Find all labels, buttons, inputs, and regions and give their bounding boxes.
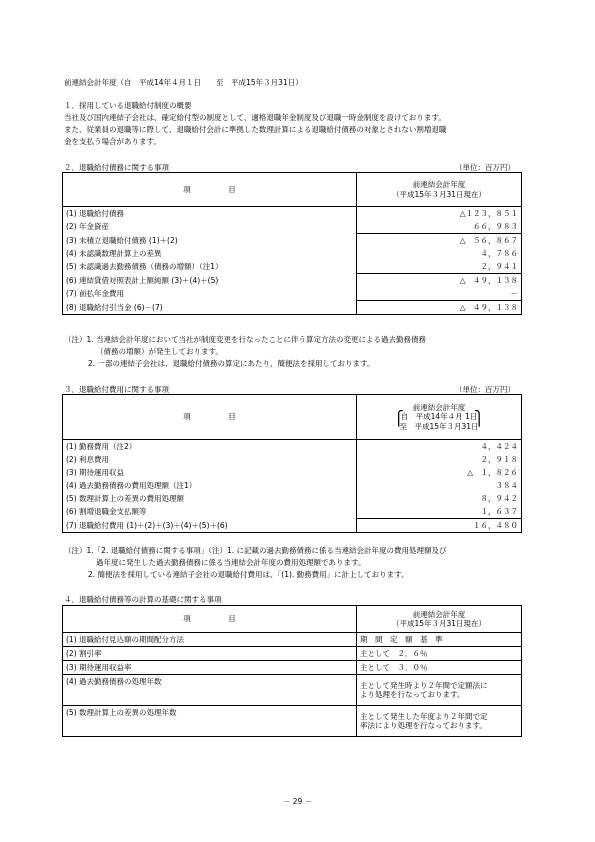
col-header-period-title: 前連結会計年度: [412, 180, 466, 190]
row-label: (1) 退職給付見込額の期間配分方法: [63, 633, 357, 647]
row-label: (6) 連結貸借対照表計上額純額 (3)＋(4)＋(5): [63, 274, 357, 288]
row-label: (5) 未認識過去勤務債務（債務の増額）（注1）: [63, 260, 357, 274]
table-row: [63, 453, 522, 466]
page-number: － 29 －: [282, 797, 313, 806]
period-bracket: [393, 411, 485, 431]
retirement-obligation-table: [62, 172, 522, 315]
table-row: [63, 247, 522, 260]
row-label: (4) 過去勤務債務の費用処理額（注1）: [63, 479, 357, 492]
row-value-line: 主として発生した年度より２年間で定: [360, 711, 488, 721]
row-label: (2) 利息費用: [63, 453, 357, 466]
row-value: －: [357, 287, 522, 301]
row-value: ４，７８６: [357, 247, 522, 260]
col-header-item: 項 目: [63, 173, 357, 207]
row-label: (4) 未認識数理計算上の差異: [63, 247, 357, 260]
section1-line: 金を支払う場合があります。: [64, 137, 161, 146]
table-row: [63, 706, 522, 737]
table-row: [63, 675, 522, 706]
row-value: △ ４９，１３８: [357, 274, 522, 288]
row-value-line: 率法により処理を行なっております。: [360, 721, 487, 730]
table-row: [63, 492, 522, 505]
row-value: [357, 706, 522, 737]
col-header-period-date: （平成15年３月31日現在）: [391, 189, 487, 199]
row-label: (2) 年金資産: [63, 220, 357, 234]
row-value: ３８４: [357, 479, 522, 492]
row-label: (7) 退職給付費用 (1)＋(2)＋(3)＋(4)＋(5)＋(6): [63, 519, 357, 533]
bracket-right: ⎫: [474, 411, 485, 428]
bracket-left: ⎧: [393, 411, 404, 428]
section3-unit: （単位：百万円）: [455, 385, 515, 394]
section2-note: （債務の増額）が発生しております。: [96, 347, 223, 356]
table-row: [63, 207, 522, 221]
section1-line: また、従業員の退職等に際して、退職給付会計に準拠した数理計算による退職給付債務の対象とされない割増退職: [64, 125, 447, 134]
row-value: [357, 675, 522, 706]
section2-unit: （単位：百万円）: [455, 163, 515, 172]
section1-line: 当社及び国内連結子会社は、確定給付型の制度として、適格退職年金制度及び退職一時金制度を設けております。: [64, 113, 446, 122]
table-row: [63, 505, 522, 519]
col-header-period-date: （平成15年３月31日現在）: [391, 619, 487, 628]
table-row: [63, 661, 522, 675]
row-value: △ ４９，１３８: [357, 301, 522, 315]
row-label: (3) 期待運用収益率: [63, 661, 357, 675]
section2-title: ２．退職給付債務に関する事項: [64, 163, 169, 172]
row-label: (6) 割増退職金支払額等: [63, 505, 357, 519]
col-header-to: 至 平成15年３月31日: [399, 421, 479, 431]
col-header-period: [357, 606, 522, 633]
table-row: [63, 647, 522, 661]
table-row: [63, 479, 522, 492]
col-header-period-title: 前連結会計年度: [412, 402, 466, 412]
row-label: (1) 退職給付債務: [63, 207, 357, 221]
row-label: (2) 割引率: [63, 647, 357, 661]
section2-note: 2. 一部の連結子会社は、退職給付債務の算定にあたり、簡便法を採用しております。: [88, 359, 375, 368]
col-header-period: [357, 173, 522, 207]
section3-note: 2. 簡便法を採用している連結子会社の退職給付費用は、「(1). 勤務費用」に計上しております。: [88, 570, 409, 579]
table-row: [63, 287, 522, 301]
row-value: １，６３７: [357, 505, 522, 519]
table-row: [63, 260, 522, 274]
section1-title: １．採用している退職給付制度の概要: [64, 101, 192, 110]
col-header-item: 項 目: [63, 395, 357, 440]
section3-title: ３．退職給付費用に関する事項: [64, 385, 169, 394]
row-value: 期 間 定 額 基 準: [357, 633, 522, 647]
row-value: ２，９４１: [357, 260, 522, 274]
col-header-from: 自 平成14年４月 1日: [400, 412, 478, 422]
table-row: [63, 466, 522, 479]
row-label: (5) 数理計算上の差異の費用処理額: [63, 492, 357, 505]
row-value: ２，９１８: [357, 453, 522, 466]
table-row: [63, 220, 522, 234]
row-value-line: より処理を行なっております。: [360, 690, 465, 699]
table-row: [63, 234, 522, 248]
row-label: (7) 前払年金費用: [63, 287, 357, 301]
col-header-item: 項 目: [63, 606, 357, 633]
row-label: (1) 勤務費用（注2）: [63, 440, 357, 454]
table-row: [63, 519, 522, 533]
row-value: ８，９４２: [357, 492, 522, 505]
row-value: １６，４８０: [357, 519, 522, 533]
row-value: ６６，９８３: [357, 220, 522, 234]
section2-note: （注）1. 当連結会計年度において当社が制度変更を行なったことに伴う算定方法の変更による過去勤務債務: [64, 335, 427, 344]
table-row: [63, 440, 522, 454]
row-value: ４，４２４: [357, 440, 522, 454]
table-row: [63, 633, 522, 647]
row-label: (4) 過去勤務債務の処理年数: [63, 675, 357, 706]
period-header: 前連結会計年度（自 平成14年４月１日 至 平成15年３月31日）: [64, 78, 303, 87]
row-value: 主として ３．０％: [357, 661, 522, 675]
row-label: (8) 退職給付引当金 (6)－(7): [63, 301, 357, 315]
section3-note: 過年度に発生した過去勤務債務に係る当連結会計年度の費用処理額であります。: [96, 558, 366, 567]
section4-title: ４．退職給付債務等の計算の基礎に関する事項: [64, 595, 222, 604]
row-label: (5) 数理計算上の差異の処理年数: [63, 706, 357, 737]
col-header-period-title: 前連結会計年度: [412, 609, 466, 619]
table-row: [63, 301, 522, 315]
row-value-line: 主として発生時より２年間で定額法に: [360, 680, 488, 690]
section3-note: （注）1.「2. 退職給付債務に関する事項」（注）1. に記載の過去勤務債務に係る当連結会計年度の費用処理額及び: [64, 546, 447, 555]
row-label: (3) 期待運用収益: [63, 466, 357, 479]
table-row: [63, 274, 522, 288]
row-value: △１２３，８５１: [357, 207, 522, 221]
retirement-expense-table: [62, 394, 522, 533]
col-header-period: [357, 395, 522, 440]
row-label: (3) 未積立退職給付債務 (1)＋(2): [63, 234, 357, 248]
row-value: △ １，８２６: [357, 466, 522, 479]
row-value: △ ５６，８６７: [357, 234, 522, 248]
row-value: 主として ２．６％: [357, 647, 522, 661]
calculation-basis-table: [62, 605, 522, 737]
